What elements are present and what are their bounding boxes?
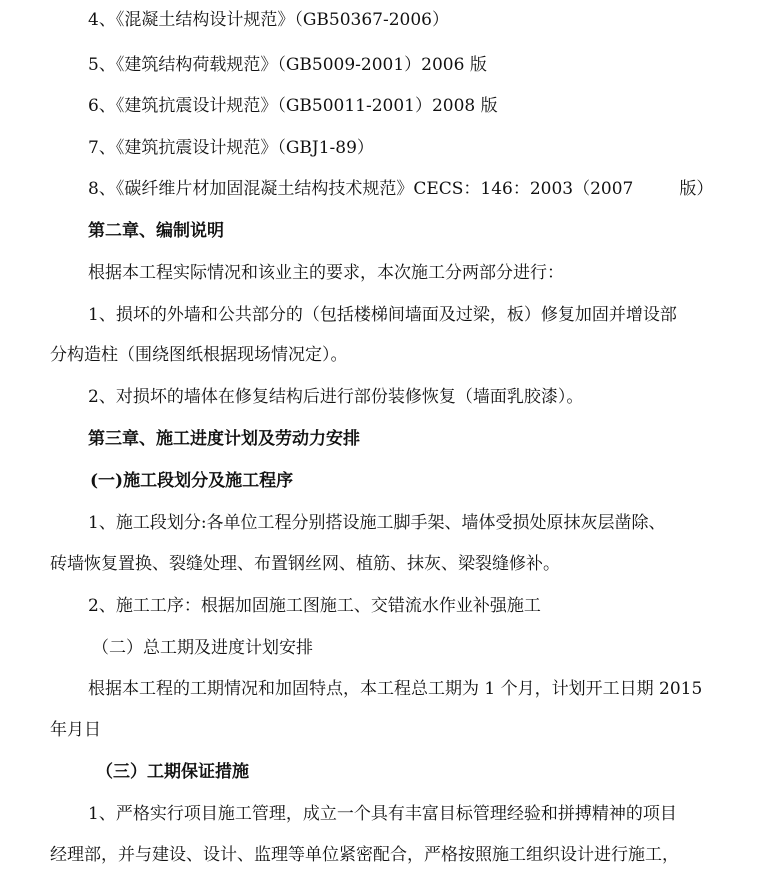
reference-number: 4、 — [88, 10, 116, 30]
paragraph: 经理部，并与建设、设计、监理等单位紧密配合，严格按照施工组织设计进行施工， — [50, 845, 679, 865]
reference-item — [88, 94, 498, 118]
section-title: (一)施工段划分及施工程序 — [90, 471, 294, 491]
reference-number: 6、 — [88, 96, 116, 116]
reference-number: 5、 — [88, 55, 116, 75]
chapter-title: 第二章、编制说明 — [88, 221, 224, 241]
paragraph: 根据本工程的工期情况和加固特点，本工程总工期为 1 个月，计划开工日期 2015 — [88, 679, 703, 699]
reference-text: 《建筑抗震设计规范》（GB50011-2001）2008 版 — [115, 96, 498, 116]
paragraph: 砖墙恢复置换、裂缝处理、布置钢丝网、植筋、抹灰、梁裂缝修补。 — [50, 554, 560, 574]
reference-item — [88, 177, 713, 201]
paragraph: 1、损坏的外墙和公共部分的（包括楼梯间墙面及过梁，板）修复加固并增设部 — [88, 305, 677, 325]
reference-item — [88, 8, 449, 32]
reference-text: 《建筑抗震设计规范》（GBJ1-89） — [115, 138, 374, 158]
reference-number: 7、 — [88, 138, 116, 158]
section-title: （二）总工期及进度计划安排 — [92, 638, 313, 658]
paragraph: 1、施工段划分:各单位工程分别搭设施工脚手架、墙体受损处原抹灰层凿除、 — [88, 513, 666, 533]
paragraph: 分构造柱（围绕图纸根据现场情况定）。 — [50, 345, 348, 365]
chapter-title: 第三章、施工进度计划及劳动力安排 — [88, 429, 360, 449]
reference-number: 8、 — [88, 179, 116, 199]
paragraph: 1、严格实行项目施工管理，成立一个具有丰富目标管理经验和拼搏精神的项目 — [88, 804, 677, 824]
paragraph: 根据本工程实际情况和该业主的要求，本次施工分两部分进行： — [88, 263, 564, 283]
reference-text: 《建筑结构荷载规范》（GB5009-2001）2006 版 — [115, 55, 487, 75]
reference-tail: 版） — [679, 179, 714, 199]
paragraph: 2、对损坏的墙体在修复结构后进行部份装修恢复（墙面乳胶漆）。 — [88, 387, 584, 407]
reference-item — [88, 136, 374, 160]
reference-item — [88, 53, 487, 77]
reference-text: 《混凝土结构设计规范》（GB50367-2006） — [115, 10, 449, 30]
paragraph: 2、施工工序：根据加固施工图施工、交错流水作业补强施工 — [88, 596, 541, 616]
section-title: （三）工期保证措施 — [96, 762, 249, 782]
paragraph: 年月日 — [50, 720, 101, 740]
reference-text: 《碳纤维片材加固混凝土结构技术规范》CECS：146：2003（2007 — [115, 179, 634, 199]
